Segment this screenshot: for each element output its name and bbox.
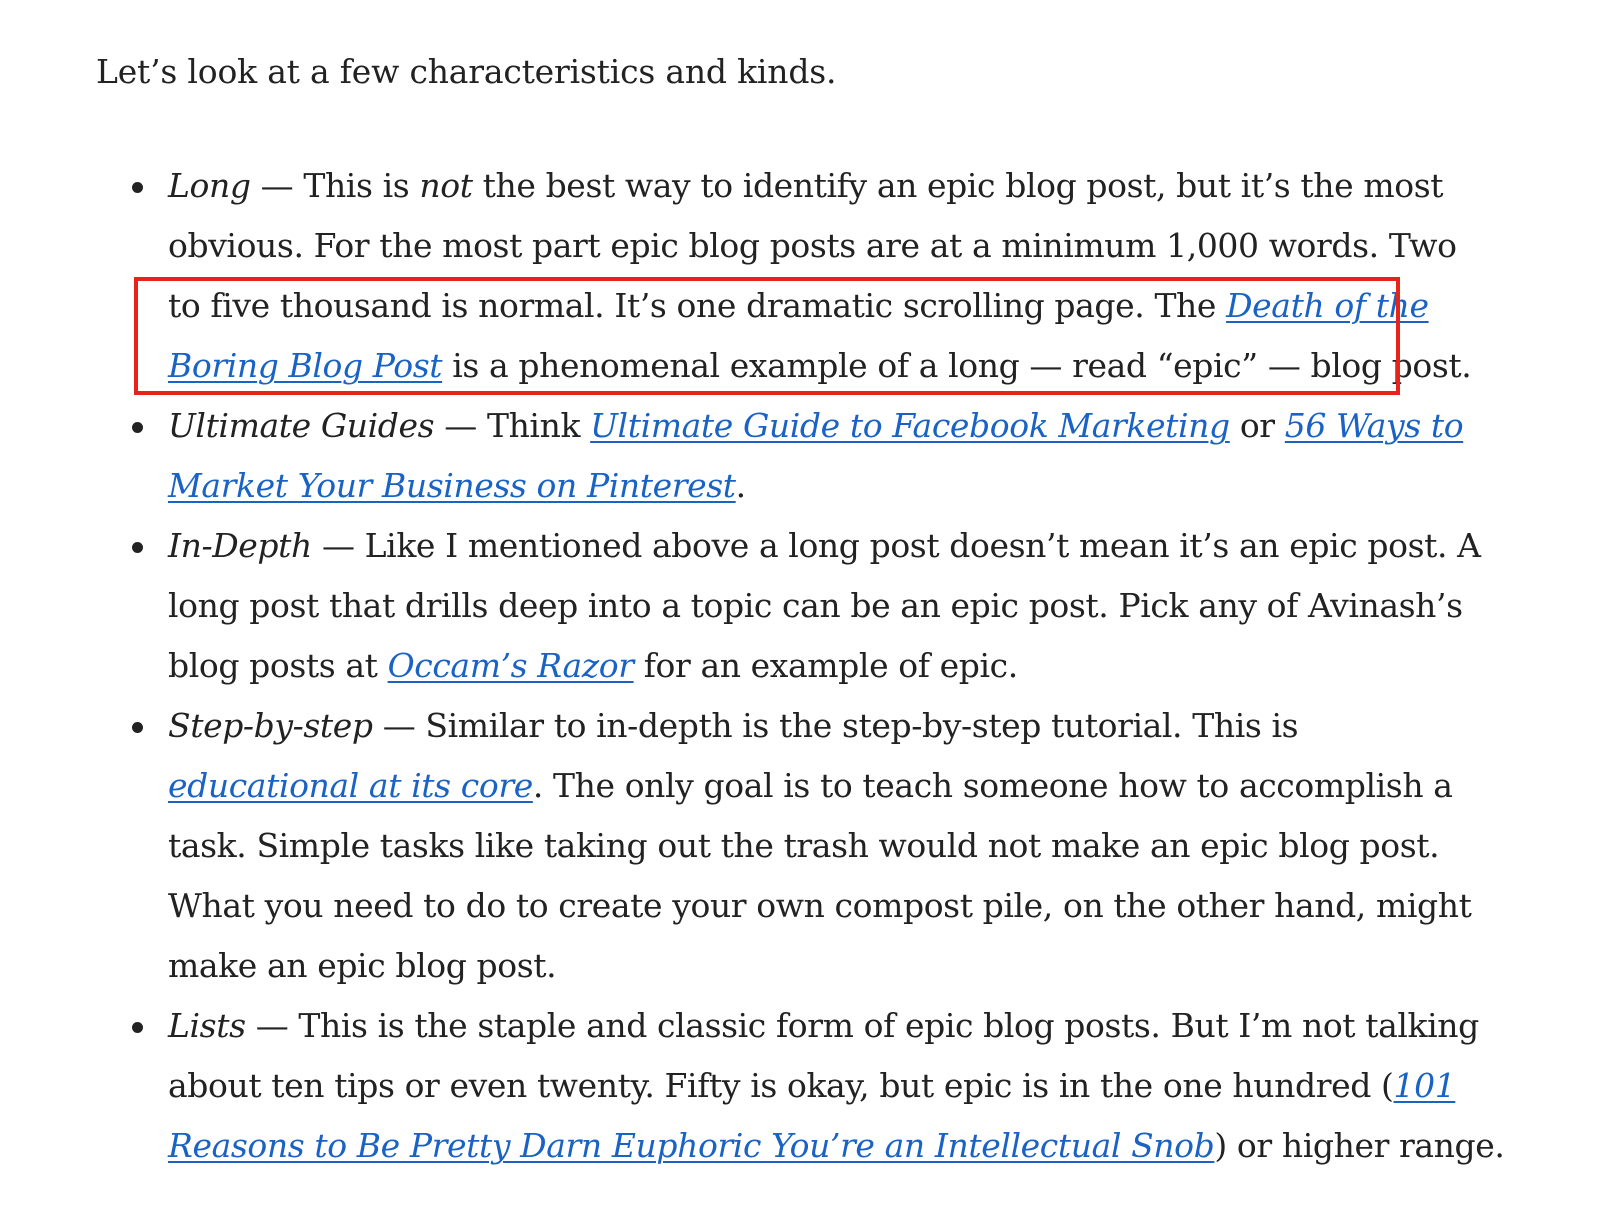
intellectual-snob-link[interactable]: 101 [1393, 1066, 1456, 1105]
item-term: Ultimate Guides [168, 406, 435, 445]
list-item-step-by-step [168, 696, 1472, 996]
text-segment: — Similar to in-depth is the step-by-step tutorial. This is [372, 706, 1299, 745]
death-of-boring-blog-post-link[interactable]: Death of the [1226, 286, 1429, 325]
text-segment: the best way to identify an epic blog post, but it’s the most [472, 166, 1444, 205]
text-line: make an epic blog post. [168, 946, 557, 985]
bullet-icon [132, 722, 143, 733]
list-item-long [168, 156, 1472, 396]
pinterest-ways-link[interactable]: Market Your Business on Pinterest [168, 466, 736, 505]
text-segment: about ten tips or even twenty. Fifty is okay, but epic is in the one hundred ( [168, 1066, 1394, 1105]
text-line [168, 276, 1468, 336]
text-line: obvious. For the most part epic blog posts are at a minimum 1,000 words. Two [168, 226, 1457, 265]
text-segment: ) or higher range. [1214, 1126, 1505, 1165]
facebook-marketing-guide-link[interactable]: Ultimate Guide to Facebook Marketing [590, 406, 1230, 445]
text-line: task. Simple tasks like taking out the trash would not make an epic blog post. [168, 826, 1440, 865]
text-line [168, 156, 1468, 216]
item-term: Lists [168, 1006, 246, 1045]
text-line [168, 396, 1468, 456]
list-item-ultimate-guides [168, 396, 1468, 516]
text-line [168, 696, 1468, 756]
emphasis-text: not [419, 166, 473, 205]
text-segment: or [1229, 406, 1285, 445]
text-line: What you need to do to create your own compost pile, on the other hand, might [168, 886, 1472, 925]
text-segment: — This is [250, 166, 420, 205]
text-line [168, 1116, 1505, 1176]
text-line [168, 756, 1468, 816]
intro-paragraph: Let’s look at a few characteristics and kinds. [96, 52, 837, 91]
educational-at-its-core-link[interactable]: educational at its core [168, 766, 533, 805]
occams-razor-link[interactable]: Occam’s Razor [387, 646, 634, 685]
list-item-in-depth [168, 516, 1481, 696]
item-term: Step-by-step [168, 706, 373, 745]
bullet-icon [132, 182, 143, 193]
item-term: In-Depth [168, 526, 312, 565]
bullet-icon [132, 422, 143, 433]
text-line [168, 636, 1468, 696]
intellectual-snob-link[interactable]: Reasons to Be Pretty Darn Euphoric You’re an Intellectual Snob [168, 1126, 1215, 1165]
text-line: long post that drills deep into a topic can be an epic post. Pick any of Avinash’s [168, 586, 1463, 625]
text-segment: — This is the staple and classic form of epic blog posts. But I’m not talking [245, 1006, 1479, 1045]
bullet-icon [132, 542, 143, 553]
text-line [168, 456, 1468, 516]
text-segment: — Like I mentioned above a long post doesn’t mean it’s an epic post. A [311, 526, 1481, 565]
item-term: Long [168, 166, 251, 205]
text-line [168, 336, 1472, 396]
pinterest-ways-link[interactable]: 56 Ways to [1284, 406, 1464, 445]
text-segment: for an example of epic. [633, 646, 1018, 685]
text-segment: . The only goal is to teach someone how to accomplish a [532, 766, 1453, 805]
text-segment: blog posts at [168, 646, 388, 685]
text-segment: — Think [434, 406, 591, 445]
death-of-boring-blog-post-link[interactable]: Boring Blog Post [168, 346, 443, 385]
bullet-icon [132, 1022, 143, 1033]
text-segment: to five thousand is normal. It’s one dramatic scrolling page. The [168, 286, 1227, 325]
text-line [168, 516, 1481, 576]
characteristics-list [168, 156, 1505, 1176]
list-item-lists [168, 996, 1505, 1176]
text-segment: . [735, 466, 746, 505]
text-line [168, 1056, 1468, 1116]
text-segment: is a phenomenal example of a long — read “epic” — blog post. [442, 346, 1472, 385]
text-line [168, 996, 1479, 1056]
